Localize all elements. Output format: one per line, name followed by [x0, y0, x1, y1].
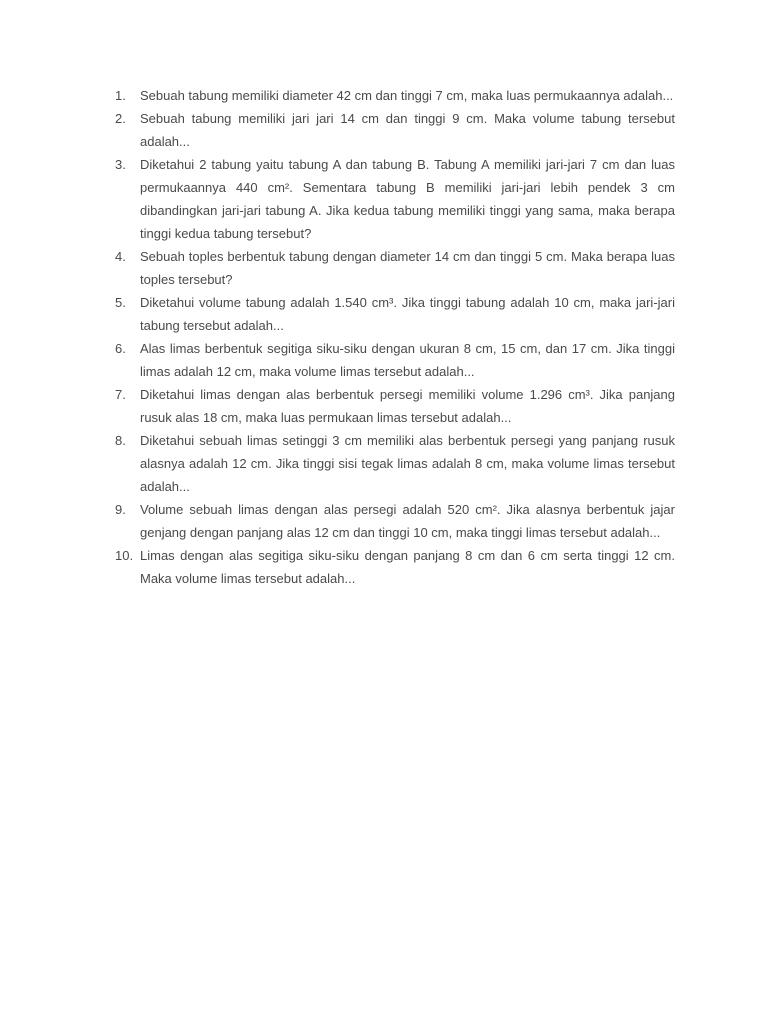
question-number: 10.: [115, 548, 134, 563]
question-text: Sebuah toples berbentuk tabung dengan diameter 14 cm dan tinggi 5 cm. Maka berapa luas toples tersebut?: [140, 249, 675, 287]
question-text: Volume sebuah limas dengan alas persegi adalah 520 cm². Jika alasnya berbentuk jajar genjang dengan panjang alas 12 cm dan tinggi 10 cm, maka tinggi limas tersebut adalah...: [140, 502, 675, 540]
question-text: Diketahui 2 tabung yaitu tabung A dan tabung B. Tabung A memiliki jari-jari 7 cm dan luas permukaannya 440 cm². Sementara tabung B memiliki jari-jari lebih pendek 3 cm dibandingkan jari-jari tabung A. Jika kedua tabung memiliki tinggi yang sama, maka berapa tinggi kedua tabung tersebut?: [140, 157, 675, 241]
question-text: Sebuah tabung memiliki jari jari 14 cm dan tinggi 9 cm. Maka volume tabung tersebut adalah...: [140, 111, 675, 149]
question-text: Alas limas berbentuk segitiga siku-siku dengan ukuran 8 cm, 15 cm, dan 17 cm. Jika tinggi limas adalah 12 cm, maka volume limas tersebut adalah...: [140, 341, 675, 379]
question-number: 9.: [115, 502, 126, 517]
question-item-1: [115, 84, 675, 107]
question-number: 8.: [115, 433, 126, 448]
question-text: Limas dengan alas segitiga siku-siku dengan panjang 8 cm dan 6 cm serta tinggi 12 cm. Maka volume limas tersebut adalah...: [140, 548, 675, 586]
question-text: Sebuah tabung memiliki diameter 42 cm dan tinggi 7 cm, maka luas permukaannya adalah...: [140, 88, 674, 103]
question-item-2: [115, 107, 675, 153]
question-text: Diketahui volume tabung adalah 1.540 cm³. Jika tinggi tabung adalah 10 cm, maka jari-jari tabung tersebut adalah...: [140, 295, 675, 333]
question-list: [115, 84, 675, 590]
question-number: 1.: [115, 88, 126, 103]
question-text: Diketahui sebuah limas setinggi 3 cm memiliki alas berbentuk persegi yang panjang rusuk alasnya adalah 12 cm. Jika tinggi sisi tegak limas adalah 8 cm, maka volume limas tersebut adalah...: [140, 433, 675, 494]
question-item-10: [115, 544, 675, 590]
question-text: Diketahui limas dengan alas berbentuk persegi memiliki volume 1.296 cm³. Jika panjang rusuk alas 18 cm, maka luas permukaan limas tersebut adalah...: [140, 387, 675, 425]
question-number: 2.: [115, 111, 126, 126]
question-item-8: [115, 429, 675, 498]
question-item-5: [115, 291, 675, 337]
question-number: 6.: [115, 341, 126, 356]
question-number: 5.: [115, 295, 126, 310]
question-item-4: [115, 245, 675, 291]
question-item-7: [115, 383, 675, 429]
question-item-9: [115, 498, 675, 544]
question-number: 7.: [115, 387, 126, 402]
question-item-3: [115, 153, 675, 245]
question-number: 4.: [115, 249, 126, 264]
question-item-6: [115, 337, 675, 383]
question-number: 3.: [115, 157, 126, 172]
